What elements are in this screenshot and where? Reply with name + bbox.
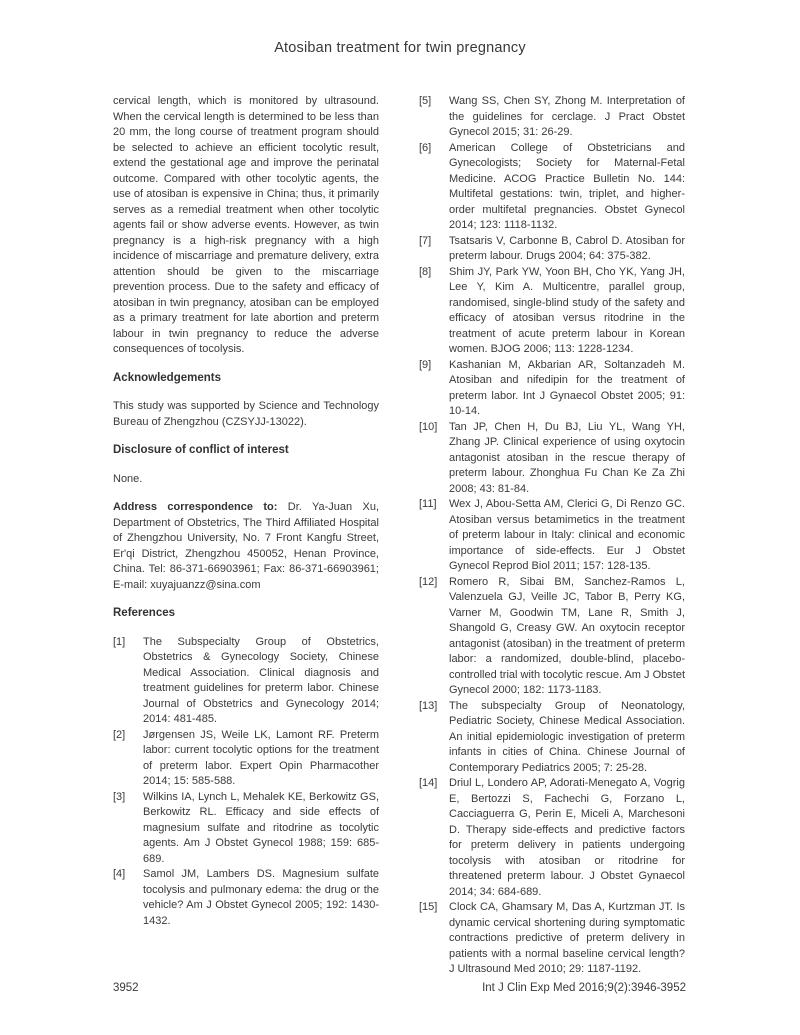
reference-text: American College of Obstetricians and Gynecologists; Society for Maternal-Fetal Medicine. ACOG Practice Bulletin No. 144: Multifetal gestations: twin, triplet, and higher-order multifetal pregnancies. Obstet Gynecol 2014; 123: 1118-1132. <box>449 141 685 231</box>
correspondence-text: Dr. Ya-Juan Xu, Department of Obstetrics, The Third Affiliated Hospital of Zhengzhou University, No. 7 Front Kangfu Street, Er'qi District, Zhengzhou 450052, Henan Province, China. Tel: 86-371-66903961; Fax: 86-371-66903961; E-mail: xuyajuanzz@sina.com <box>113 501 379 591</box>
page-footer <box>113 982 686 994</box>
reference-item <box>113 635 379 728</box>
reference-text: Samol JM, Lambers DS. Magnesium sulfate tocolysis and pulmonary edema: the drug or the vehicle? Am J Obstet Gynecol 2005; 192: 1430-1432. <box>143 868 379 927</box>
reference-number: [8] <box>419 265 432 278</box>
reference-item <box>419 699 685 777</box>
reference-item <box>113 790 379 868</box>
reference-item <box>419 497 685 575</box>
reference-text: The subspecialty Group of Neonatology, Pediatric Society, Chinese Medical Association. An initial epidemiologic investigation of preterm infants in cities of China. Chinese Journal of Contemporary Pediatrics 2005; 7: 25-28. <box>449 699 685 774</box>
reference-item <box>419 94 685 141</box>
reference-item <box>113 867 379 929</box>
reference-text: Jørgensen JS, Weile LK, Lamont RF. Preterm labor: current tocolytic options for the treatment of preterm labor. Expert Opin Pharmacother 2014; 15: 585-588. <box>143 728 379 787</box>
reference-number: [12] <box>419 575 438 588</box>
reference-text: Kashanian M, Akbarian AR, Soltanzadeh M. Atosiban and nifedipin for the treatment of preterm labor. Int J Gynaecol Obstet 2005; 91: 10-14. <box>449 358 685 417</box>
reference-item <box>419 358 685 420</box>
right-column <box>419 94 685 978</box>
correspondence-label: Address correspondence to: <box>113 501 278 513</box>
reference-text: Shim JY, Park YW, Yoon BH, Cho YK, Yang JH, Lee Y, Kim A. Multicentre, parallel group, randomised, single-blind study of the safety and efficacy of atosiban versus ritodrine in the treatment of acute preterm labour in Korean women. BJOG 2006; 113: 1228-1234. <box>449 265 685 355</box>
reference-number: [2] <box>113 728 126 741</box>
reference-item <box>419 776 685 900</box>
reference-number: [3] <box>113 790 126 803</box>
acknowledgements-text: This study was supported by Science and Technology Bureau of Zhengzhou (CZSYJJ-13022). <box>113 400 379 428</box>
reference-number: [11] <box>419 498 437 510</box>
journal-citation: Int J Clin Exp Med 2016;9(2):3946-3952 <box>482 982 686 994</box>
running-title: Atosiban treatment for twin pregnancy <box>274 40 526 56</box>
acknowledgements-heading: Acknowledgements <box>113 371 221 384</box>
reference-item <box>419 234 685 265</box>
reference-item <box>419 900 685 978</box>
reference-number: [14] <box>419 777 438 789</box>
disclosure-text: None. <box>113 472 143 485</box>
reference-text: Clock CA, Ghamsary M, Das A, Kurtzman JT. Is dynamic cervical shortening during symptomatic contractions predictive of preterm delivery in patients with a normal baseline cervical length? J Ultrasound Med 2010; 29: 1187-1192. <box>449 901 685 975</box>
reference-text: Tan JP, Chen H, Du BJ, Liu YL, Wang YH, Zhang JP. Clinical experience of using oxytocin antagonist atosiban in the rescue therapy of preterm labour. Zhonghua Fu Chan Ke Za Zhi 2008; 43: 81-84. <box>449 420 685 495</box>
reference-text: Wex J, Abou-Setta AM, Clerici G, Di Renzo GC. Atosiban versus betamimetics in the treatment of preterm labour in Italy: clinical and economic importance of side-effects. Eur J Obstet Gynecol Reprod Biol 2011; 157: 128-135. <box>449 498 685 572</box>
page-number: 3952 <box>113 982 139 994</box>
reference-item <box>419 141 685 234</box>
reference-number: [15] <box>419 901 438 913</box>
reference-number: [6] <box>419 141 432 154</box>
reference-item <box>419 420 685 498</box>
reference-number: [7] <box>419 234 432 247</box>
reference-item <box>419 575 685 699</box>
body-paragraph: cervical length, which is monitored by ultrasound. When the cervical length is determined to be less than 20 mm, the long course of treatment program should be selected to achieve an efficient tocolytic result, extend the gestational age and improve the perinatal outcome. Compared with other tocolytic agents, the use of atosiban is expensive in China; thus, it primarily serves as a remedial treatment when other tocolytic agents fail or show adverse events. However, as twin pregnancy is a high-risk pregnancy with a high incidence of miscarriage and premature delivery, extra attention should be given to the miscarriage prevention process. Due to the safety and efficacy of atosiban in twin pregnancy, atosiban can be employed as a primary treatment for late abortion and preterm labour in twin pregnancy to reduce the adverse consequences of tocolysis. <box>113 95 379 355</box>
reference-item <box>419 265 685 358</box>
reference-item <box>113 728 379 790</box>
reference-text: Wang SS, Chen SY, Zhong M. Interpretation of the guidelines for cerclage. J Pract Obstet Gynecol 2015; 31: 26-29. <box>449 95 685 138</box>
reference-text: Romero R, Sibai BM, Sanchez-Ramos L, Valenzuela GJ, Veille JC, Tabor B, Perry KG, Varner M, Goodwin TM, Lane R, Smith J, Shangold G, Creasy GW. An oxytocin receptor antagonist (atosiban) in the treatment of preterm labor: a randomized, double-blind, placebo-controlled trial with tocolytic rescue. Am J Obstet Gynecol 2000; 182: 1173-1183. <box>449 575 685 696</box>
reference-number: [4] <box>113 868 126 880</box>
reference-number: [9] <box>419 358 432 371</box>
reference-number: [5] <box>419 95 432 107</box>
left-column <box>113 94 379 929</box>
reference-number: [1] <box>113 635 126 648</box>
reference-number: [10] <box>419 420 438 433</box>
reference-text: Tsatsaris V, Carbonne B, Cabrol D. Atosiban for preterm labour. Drugs 2004; 64: 375-382. <box>449 234 685 262</box>
reference-text: Wilkins IA, Lynch L, Mehalek KE, Berkowitz GS, Berkowitz RL. Efficacy and side effects of magnesium sulfate and ritodrine as tocolytic agents. Am J Obstet Gynecol 1988; 159: 685-689. <box>143 790 379 865</box>
reference-text: The Subspecialty Group of Obstetrics, Obstetrics & Gynecology Society, Chinese Medical Association. Clinical diagnosis and treatment guidelines for preterm labor. Chinese Journal of Obstetrics and Gynecology 2014; 2014: 481-485. <box>143 635 379 725</box>
references-heading: References <box>113 607 176 619</box>
reference-number: [13] <box>419 699 438 712</box>
reference-text: Driul L, Londero AP, Adorati-Menegato A, Vogrig E, Bertozzi S, Fachechi G, Forzano L, Cacciaguerra G, Perin E, Miceli A, Marchesoni D. Therapy side-effects and predictive factors for preterm delivery in patients undergoing tocolysis with atosiban or ritodrine for threatened preterm labour. J Obstet Gynaecol 2014; 34: 684-689. <box>449 777 685 898</box>
correspondence-block <box>113 500 379 593</box>
disclosure-heading: Disclosure of conflict of interest <box>113 444 289 456</box>
